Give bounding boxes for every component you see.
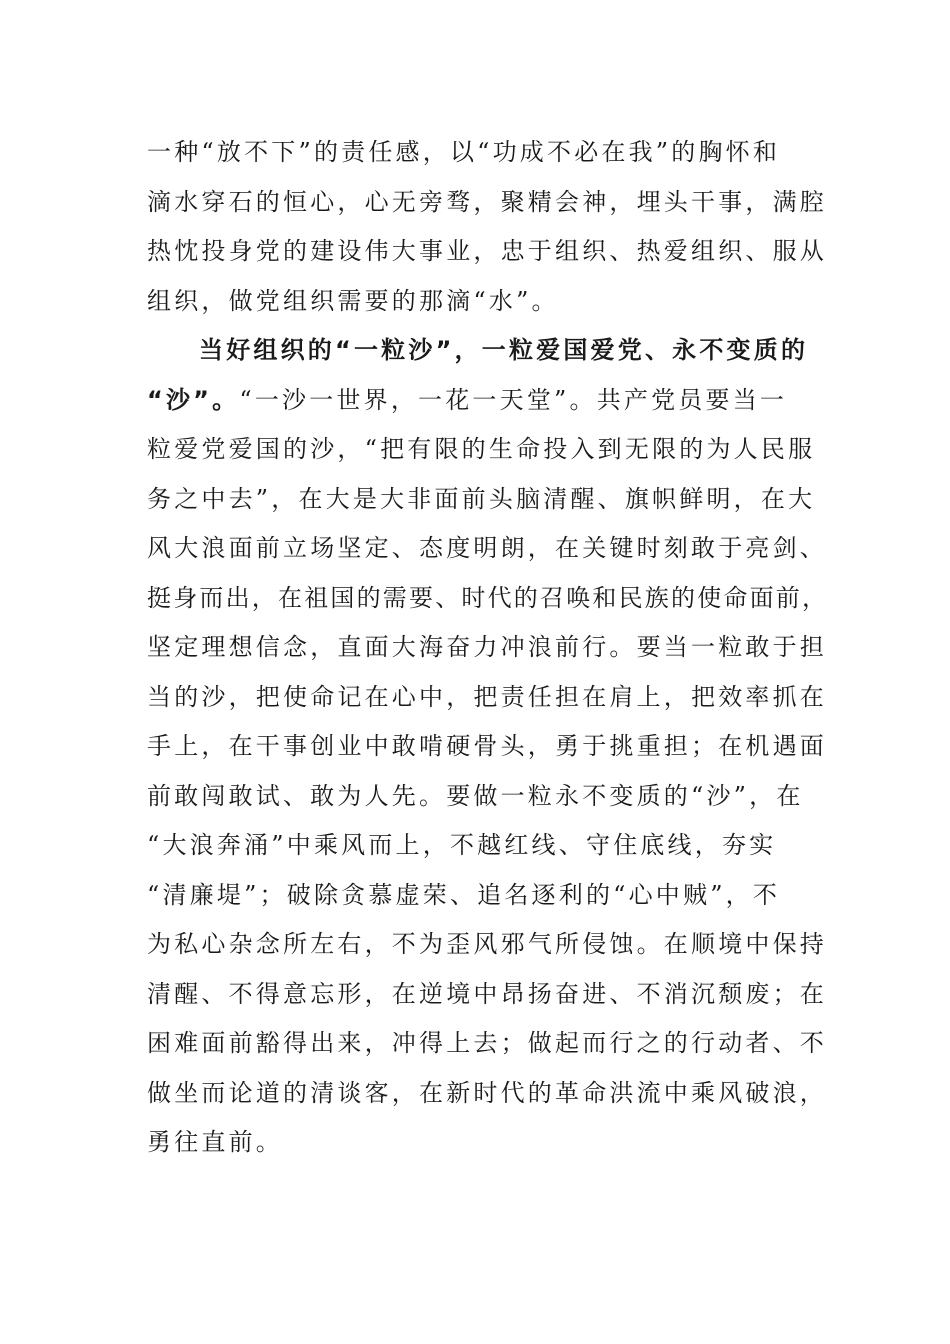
text-line: 坚定理想信念，直面大海奋力冲浪前行。要当一粒敢于担 (147, 633, 827, 661)
section-heading: 当好组织的“一粒沙”，一粒爱国爱党、永不变质的 (199, 336, 809, 364)
text-line (147, 376, 797, 426)
document-body (147, 128, 829, 1168)
section-heading-tail: “沙”。 (147, 385, 240, 414)
text-line: 清醒、不得意忘形，在逆境中昂扬奋进、不消沉颓废；在 (147, 979, 827, 1008)
text-line: 为私心杂念所左右，不为歪风邪气所侵蚀。在顺境中保持 (147, 930, 827, 958)
text-line: “大浪奔涌”中乘风而上，不越红线、守住底线，夯实 (147, 831, 777, 859)
text-line: 当的沙，把使命记在心中，把责任担在肩上，把效率抓在 (147, 682, 827, 711)
text-line: 热忱投身党的建设伟大事业，忠于组织、热爱组织、服从 (147, 237, 827, 265)
text-line: 风大浪面前立场坚定、态度明朗，在关键时刻敢于亮剑、 (147, 534, 827, 562)
text-line: 勇往直前。 (147, 1128, 283, 1156)
text-line: “清廉堤”；破除贪慕虚荣、追名逐利的“心中贼”，不 (147, 880, 781, 909)
text-line: 粒爱党爱国的沙，“把有限的生命投入到无限的为人民服 (147, 435, 816, 463)
text-line: 一种“放不下”的责任感，以“功成不必在我”的胸怀和 (147, 138, 781, 166)
text-line: 滴水穿石的恒心，心无旁骛，聚精会神，埋头干事，满腔 (147, 187, 827, 216)
text-line: 前敢闯敢试、敢为人先。要做一粒永不变质的“沙”，在 (147, 781, 804, 810)
text-line: 务之中去”，在大是大非面前头脑清醒、旗帜鲜明，在大 (147, 484, 816, 513)
text-line: 手上，在干事创业中敢啃硬骨头，勇于挑重担；在机遇面 (147, 732, 827, 760)
text-line: 做坐而论道的清谈客，在新时代的革命洪流中乘风破浪， (147, 1078, 827, 1107)
text-line: 挺身而出，在祖国的需要、时代的召唤和民族的使命面前， (147, 583, 829, 612)
text-line-rest: “一沙一世界，一花一天堂”。共产党员要当一 (239, 385, 788, 414)
text-line: 组织，做党组织需要的那滴“水”。 (147, 286, 559, 315)
text-line: 困难面前豁得出来，冲得上去；做起而行之的行动者、不 (147, 1029, 827, 1057)
